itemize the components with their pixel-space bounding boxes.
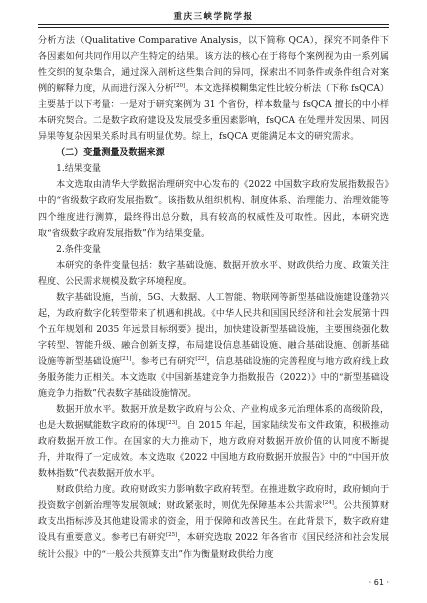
paragraph-text: 数据开放水平。数据开放是数字政府与公众、产业构成多元治理体系的高级阶段，也是大数据赋能数字政府的体现 — [38, 405, 389, 432]
paragraph-text: ，信息基础设施的完善程度与地方政府线上政务服务能力正相关。本文选取《中国新基建竞争力指数报告（2022）》中的“新型基础设施竞争力指数”代表数字基础设施情况。 — [38, 356, 390, 400]
header-rule-thin — [38, 27, 389, 28]
paragraph-qca-method — [38, 33, 389, 145]
page-number: · 61 · — [368, 578, 389, 587]
paragraph-data-openness — [38, 402, 389, 482]
citation-ref: [24] — [322, 500, 334, 507]
citation-ref: [23] — [165, 420, 178, 427]
citation-ref: [22] — [195, 355, 207, 362]
paragraph-text: 。参考已有研究 — [131, 356, 196, 367]
body-text — [38, 33, 389, 563]
subsection-heading-outcome: 1.结果变量 — [56, 164, 101, 175]
paragraph-condition-list: 本研究的条件变量包括：数字基础设施、数据开放水平、财政供给力度、政策关注程度、公民需求规模及数字环境程度。 — [38, 260, 389, 287]
citation-ref: [21] — [120, 355, 132, 362]
paragraph-text: 财政供给力度。政府财政实力影响数字政府转型。在推进数字政府时，政府倾向于投资数字创新治理等发展领域；财政紧张时，则优先保障基本公共需求 — [38, 485, 389, 512]
paragraph-outcome-variable: 本文选取由清华大学数据治理研究中心发布的《2022 中国数字政府发展指数报告》中的“省级数字政府发展指数”。该指数从组织机构、制度体系、治理能力、治理效能等四个维度进行测算，最终得出总分数，具有较高的权威性及可取性。因此，本研究选取“省级数字政府发展指数”作为结果变量。 — [38, 180, 389, 239]
header-rule-thick — [38, 24, 389, 25]
paragraph-text: 。本文选择模糊集定性比较分析法（下称 fsQCA）主要基于以下考量：一是对于研究案例为 31 个省份，样本数量与 fsQCA 擅长的中小样本研究契合。二是数字政府建设及发展受多重因素影响，fsQCA 在处理并发因果、同因异果等复杂因果关系时具有明显优势。综上，fsQCA 更能满足本文的研究需求。 — [38, 84, 389, 143]
paragraph-text: ，本研究选取 2022 年各省市《国民经济和社会发展统计公报》中的“一般公共预算支出”作为衡量财政供给力度 — [38, 533, 389, 560]
paragraph-text: 分析方法（Qualitative Comparative Analysis，以下简称 QCA），探究不同条件下各因素如何共同作用以产生特定的结果。该方法的核心在于将每个案例视为由一系列属性交织的复杂集合，通过深入剖析这些集合间的异同，探索出不同条件或条件组合对案例的解释力度，从而进行深入分析 — [38, 36, 389, 95]
section-heading: （二）变量测量及数据来源 — [56, 148, 165, 159]
paragraph-text: 数字基础设施，当前，5G、大数据、人工智能、物联网等新型基础设施建设蓬勃兴起，为政府数字化转型带来了机遇和挑战。《中华人民共和国国民经济和社会发展第十四个五年规划和 2035 年远景目标纲要》提出，加快建设新型基础设施，主要围绕强化数字转型、智能升级、融合创新支撑，布局建设信息基础设施、融合基础设施、创新基础设施等新型基础设施 — [38, 292, 389, 367]
paragraph-fiscal-supply — [38, 482, 389, 562]
running-header: 重庆三峡学院学报 — [173, 12, 254, 22]
citation-ref: [25] — [165, 532, 178, 539]
paragraph-text: 。自 2015 年起，国家陆续发布文件政策，积极推动政府数据开放工作。在国家的大力推动下，地方政府对数据开放价值的认同度不断提升，并取得了一定成效。本文选取《2022 中国地方政府数据开放报告》中的“中国开放数林指数”代表数据开放水平。 — [38, 421, 389, 480]
paragraph-text: 。公共预算财政支出指标涉及其他建设需求的资金，用于保障和改善民生。在此背景下，数字政府建设具有重要意义。参考已有研究 — [38, 501, 390, 544]
citation-ref: [20] — [173, 83, 186, 90]
subsection-heading-conditions: 2.条件变量 — [56, 244, 101, 255]
paragraph-digital-infrastructure — [38, 290, 389, 402]
